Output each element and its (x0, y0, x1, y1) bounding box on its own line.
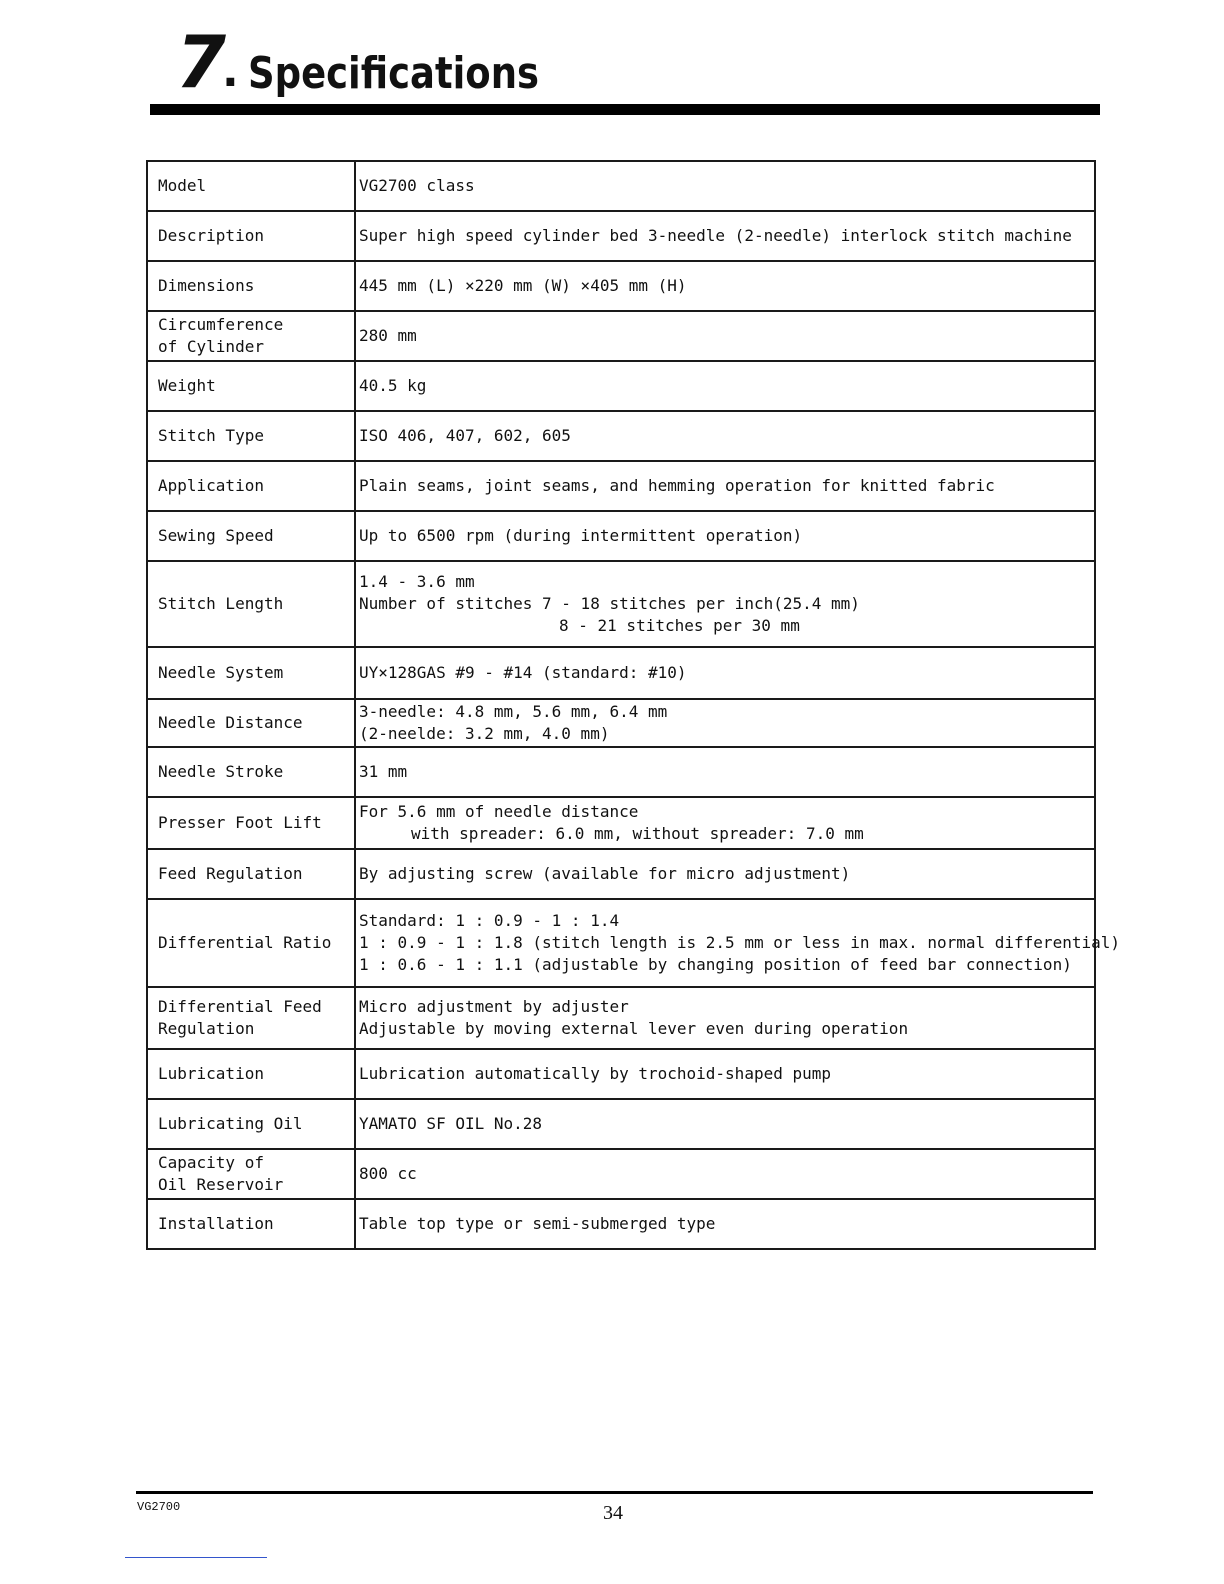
spec-label (147, 849, 355, 899)
spec-value (355, 899, 1120, 987)
spec-value-line: with spreader: 6.0 mm, without spreader: 7.0 mm (411, 824, 864, 843)
spec-row (147, 561, 1095, 647)
spec-value-line: 800 cc (359, 1164, 417, 1183)
spec-value (355, 987, 1095, 1049)
spec-label-line: Regulation (158, 1019, 255, 1038)
spec-value-line: ISO 406, 407, 602, 605 (359, 426, 571, 445)
spec-row (147, 511, 1095, 561)
spec-label (147, 1099, 355, 1149)
spec-value-line: Up to 6500 rpm (during intermittent operation) (359, 526, 803, 545)
spec-label-line: Presser Foot Lift (158, 813, 322, 832)
spec-label-line: Dimensions (158, 276, 255, 295)
spec-label (147, 561, 355, 647)
spec-label (147, 899, 355, 987)
spec-row (147, 411, 1095, 461)
header-rule (150, 104, 1100, 115)
spec-value-line: 40.5 kg (359, 376, 427, 395)
spec-label-line: Oil Reservoir (158, 1175, 284, 1194)
spec-value (355, 261, 1095, 311)
spec-row (147, 1049, 1095, 1099)
spec-value (355, 561, 1095, 647)
spec-row (147, 461, 1095, 511)
spec-value-line: (2-neelde: 3.2 mm, 4.0 mm) (359, 724, 610, 743)
spec-row (147, 747, 1095, 797)
spec-row (147, 797, 1095, 849)
spec-label (147, 211, 355, 261)
spec-label (147, 1149, 355, 1199)
spec-value-line: Micro adjustment by adjuster (359, 997, 629, 1016)
spec-value (355, 461, 1095, 511)
spec-value-line: 8 - 21 stitches per 30 mm (559, 616, 800, 635)
spec-label (147, 1049, 355, 1099)
spec-value (355, 699, 1095, 747)
spec-value-line: 1.4 - 3.6 mm (359, 572, 475, 591)
spec-label-line: Circumference (158, 315, 284, 334)
spec-label (147, 411, 355, 461)
spec-row (147, 1099, 1095, 1149)
spec-value-line: For 5.6 mm of needle distance (359, 802, 639, 821)
spec-value (355, 161, 1095, 211)
spec-label (147, 647, 355, 699)
spec-label-line: of Cylinder (158, 337, 264, 356)
spec-label (147, 797, 355, 849)
spec-value (355, 1199, 1095, 1249)
spec-label-line: Differential Ratio (158, 933, 332, 952)
spec-label-line: Needle Stroke (158, 762, 284, 781)
spec-value-line: 31 mm (359, 762, 408, 781)
spec-label (147, 511, 355, 561)
spec-row (147, 699, 1095, 747)
spec-label-line: Stitch Type (158, 426, 264, 445)
spec-value (355, 311, 1095, 361)
footer-rule (136, 1491, 1093, 1494)
spec-value-line: Adjustable by moving external lever even during operation (359, 1019, 909, 1038)
spec-value (355, 1099, 1095, 1149)
spec-row (147, 987, 1095, 1049)
spec-value (355, 849, 1095, 899)
footer-model: VG2700 (137, 1500, 181, 1514)
spec-row (147, 1199, 1095, 1249)
section-number: 7 (176, 20, 225, 104)
spec-label-line: Description (158, 226, 264, 245)
spec-table-body (147, 161, 1120, 1249)
footer-link-underline (125, 1557, 267, 1558)
spec-value-line: 1 : 0.6 - 1 : 1.1 (adjustable by changing position of feed bar connection) (359, 955, 1072, 974)
spec-label-line: Feed Regulation (158, 864, 303, 883)
spec-value (355, 411, 1095, 461)
spec-label-line: Installation (158, 1214, 274, 1233)
spec-row (147, 1149, 1095, 1199)
spec-row (147, 211, 1095, 261)
spec-label (147, 311, 355, 361)
spec-value (355, 797, 1095, 849)
spec-value (355, 1149, 1095, 1199)
spec-value-line: By adjusting screw (available for micro adjustment) (359, 864, 851, 883)
spec-label-line: Application (158, 476, 264, 495)
spec-value-line: Lubrication automatically by trochoid-shaped pump (359, 1064, 832, 1083)
spec-label (147, 699, 355, 747)
section-dot: . (222, 46, 239, 97)
spec-value-line: Super high speed cylinder bed 3-needle (2-needle) interlock stitch machine (359, 226, 1072, 245)
spec-row (147, 311, 1095, 361)
spec-value (355, 361, 1095, 411)
spec-value-line: Plain seams, joint seams, and hemming operation for knitted fabric (359, 476, 995, 495)
spec-label (147, 261, 355, 311)
spec-row (147, 849, 1095, 899)
spec-label (147, 361, 355, 411)
spec-value-line: 445 mm (L) ×220 mm (W) ×405 mm (H) (359, 276, 687, 295)
spec-value-line: VG2700 class (359, 176, 475, 195)
spec-value (355, 511, 1095, 561)
spec-row (147, 361, 1095, 411)
spec-label (147, 161, 355, 211)
spec-row (147, 161, 1095, 211)
spec-value (355, 1049, 1095, 1099)
spec-value-line: YAMATO SF OIL No.28 (359, 1114, 543, 1133)
spec-value (355, 747, 1095, 797)
spec-value (355, 647, 1095, 699)
spec-label-line: Model (158, 176, 207, 195)
spec-value-line: Number of stitches 7 - 18 stitches per inch(25.4 mm) (359, 594, 860, 613)
spec-value-line: Standard: 1 : 0.9 - 1 : 1.4 (359, 911, 620, 930)
spec-label-line: Weight (158, 376, 216, 395)
spec-label (147, 461, 355, 511)
spec-label-line: Capacity of (158, 1153, 264, 1172)
spec-label-line: Differential Feed (158, 997, 322, 1016)
spec-value-line: UY×128GAS #9 - #14 (standard: #10) (359, 663, 687, 682)
spec-row (147, 647, 1095, 699)
spec-label-line: Lubrication (158, 1064, 264, 1083)
page-number: 34 (603, 1502, 623, 1524)
spec-value (355, 211, 1095, 261)
spec-value-line: 1 : 0.9 - 1 : 1.8 (stitch length is 2.5 mm or less in max. normal differential) (359, 933, 1120, 952)
spec-table (146, 160, 1120, 1250)
spec-label-line: Sewing Speed (158, 526, 274, 545)
spec-row (147, 261, 1095, 311)
spec-label (147, 747, 355, 797)
spec-row (147, 899, 1095, 987)
spec-label (147, 987, 355, 1049)
page-title: Specifications (248, 48, 540, 99)
spec-label-line: Needle System (158, 663, 284, 682)
spec-label (147, 1199, 355, 1249)
spec-label-line: Needle Distance (158, 713, 303, 732)
spec-value-line: 3-needle: 4.8 mm, 5.6 mm, 6.4 mm (359, 702, 668, 721)
spec-value-line: Table top type or semi-submerged type (359, 1214, 716, 1233)
spec-label-line: Stitch Length (158, 594, 284, 613)
spec-value-line: 280 mm (359, 326, 417, 345)
page-header (150, 20, 1100, 120)
spec-label-line: Lubricating Oil (158, 1114, 303, 1133)
